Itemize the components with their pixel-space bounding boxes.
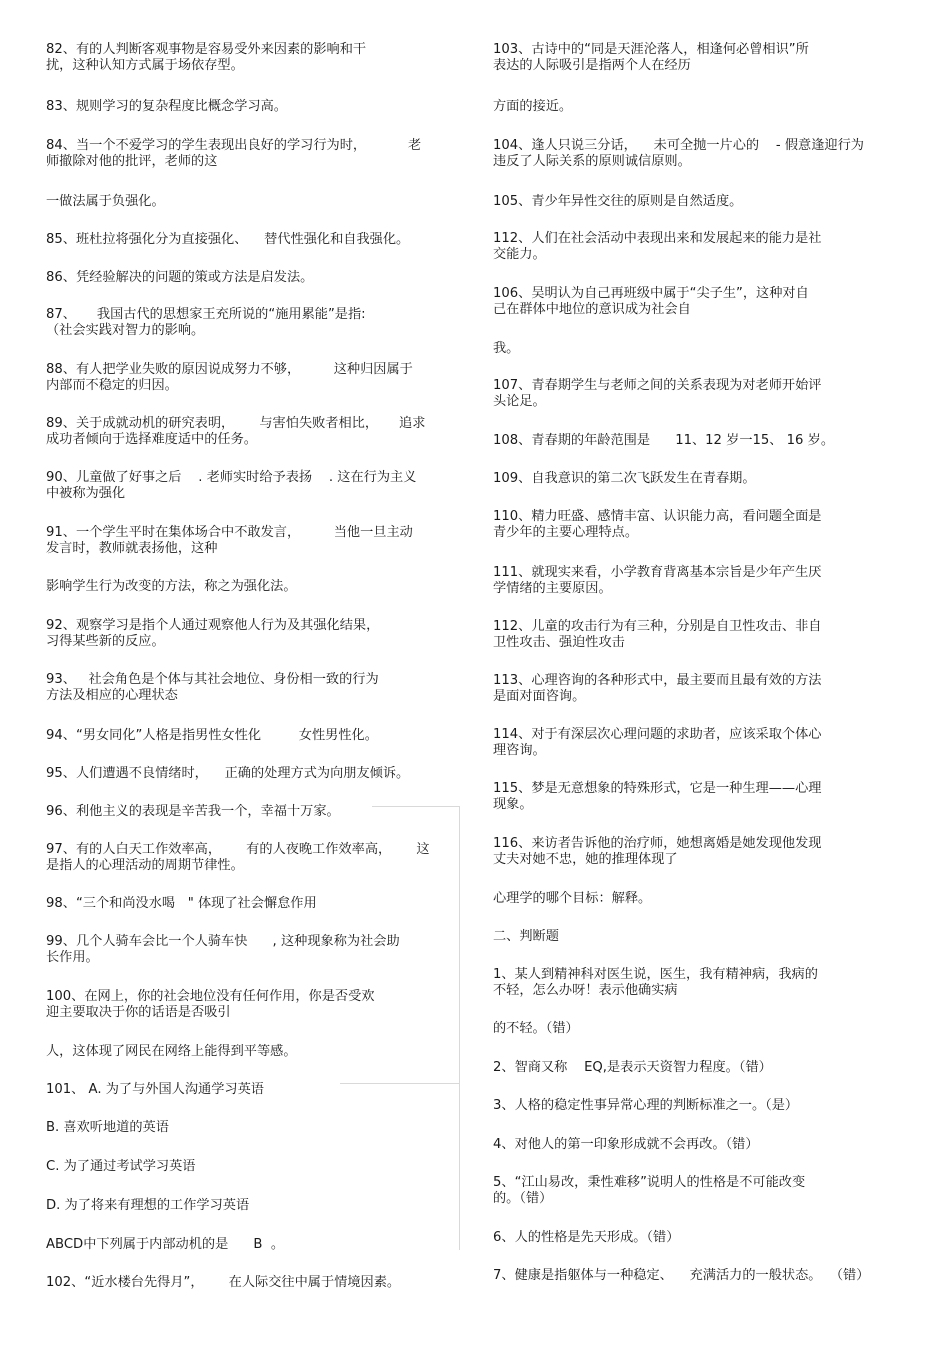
judge-4: 4、对他人的第一印象形成就不会再改。（错）	[493, 1137, 759, 1152]
item-113: 113、心理咨询的各种形式中，最主要而且最有效的方法 是面对面咨询。	[493, 673, 822, 704]
item-106-cont: 我。	[493, 341, 520, 356]
item-101: 101、 A. 为了与外国人沟通学习英语	[46, 1082, 264, 1097]
item-115: 115、梦是无意想象的特殊形式，它是一种生理——心理 现象。	[493, 781, 822, 812]
item-116: 116、来访者告诉他的治疗师，她想离婚是她发现他发现 丈夫对她不忠，她的推理体现了	[493, 836, 822, 867]
item-89: 89、关于成就动机的研究表明， 与害怕失败者相比， 追求 成功者倾向于选择难度适中的任务。	[46, 416, 426, 447]
item-103-cont: 方面的接近。	[493, 99, 573, 114]
frame-line-right	[459, 806, 460, 1250]
item-108: 108、青春期的年龄范围是 11、12 岁一15、 16 岁。	[493, 433, 835, 448]
item-97: 97、有的人白天工作效率高， 有的人夜晚工作效率高， 这 是指人的心理活动的周期节律性。	[46, 842, 430, 873]
item-99: 99、几个人骑车会比一个人骑车快 , 这种现象称为社会助 长作用。	[46, 934, 400, 965]
item-101-opt-b: B. 喜欢听地道的英语	[46, 1120, 169, 1135]
item-100: 100、在网上，你的社会地位没有任何作用，你是否受欢 迎主要取决于你的话语是否吸引	[46, 989, 375, 1020]
item-90: 90、儿童做了好事之后 . 老师实时给予表扬 . 这在行为主义 中被称为强化	[46, 470, 417, 501]
item-109: 109、自我意识的第二次飞跃发生在青春期。	[493, 471, 756, 486]
judge-1-cont: 的不轻。（错）	[493, 1021, 579, 1036]
item-101-opt-d: D. 为了将来有理想的工作学习英语	[46, 1198, 250, 1213]
item-93: 93、 社会角色是个体与其社会地位、身份相一致的行为 方法及相应的心理状态	[46, 672, 379, 703]
item-107: 107、青春期学生与老师之间的关系表现为对老师开始评 头论足。	[493, 378, 822, 409]
frame-line-top	[372, 806, 460, 807]
item-101-question: ABCD中下列属于内部动机的是 B 。	[46, 1237, 285, 1252]
judge-3: 3、人格的稳定性事异常心理的判断标准之一。（是）	[493, 1098, 799, 1113]
item-84: 84、当一个不爱学习的学生表现出良好的学习行为时， 老 师撤除对他的批评，老师的这	[46, 138, 422, 169]
item-111: 111、就现实来看，小学教育背离基本宗旨是少年产生厌 学情绪的主要原因。	[493, 565, 822, 596]
item-82: 82、有的人判断客观事物是容易受外来因素的影响和干 扰，这种认知方式属于场依存型。	[46, 42, 367, 73]
item-106: 106、吴明认为自己再班级中属于“尖子生”，这种对自 己在群体中地位的意识成为社会自	[493, 286, 809, 317]
judge-2: 2、智商又称 EQ,是表示天资智力程度。（错）	[493, 1060, 772, 1075]
item-98: 98、“三个和尚没水喝 " 体现了社会懈怠作用	[46, 896, 317, 911]
item-95: 95、人们遭遇不良情绪时， 正确的处理方式为向朋友倾诉。	[46, 766, 410, 781]
item-88: 88、有人把学业失败的原因说成努力不够， 这种归因属于 内部而不稳定的归因。	[46, 362, 413, 393]
item-112a: 112、人们在社会活动中表现出来和发展起来的能力是社 交能力。	[493, 231, 822, 262]
item-91-cont: 影响学生行为改变的方法，称之为强化法。	[46, 579, 297, 594]
judge-6: 6、人的性格是先天形成。（错）	[493, 1230, 680, 1245]
item-85: 85、班杜拉将强化分为直接强化、 替代性强化和自我强化。	[46, 232, 410, 247]
item-94: 94、“男女同化”人格是指男性女性化 女性男性化。	[46, 728, 378, 743]
item-116-cont: 心理学的哪个目标：解释。	[493, 891, 652, 906]
item-84-cont: 一做法属于负强化。	[46, 194, 165, 209]
item-96: 96、利他主义的表现是辛苦我一个，幸福十万家。	[46, 804, 340, 819]
item-103: 103、古诗中的“同是天涯沦落人，相逢何必曾相识”所 表达的人际吸引是指两个人在经历	[493, 42, 809, 73]
item-101-opt-c: C. 为了通过考试学习英语	[46, 1159, 196, 1174]
item-87: 87、 我国古代的思想家王充所说的“施用累能”是指: （社会实践对智力的影响。	[46, 307, 366, 338]
judge-1: 1、某人到精神科对医生说，医生，我有精神病，我病的 不轻，怎么办呀！表示他确实病	[493, 967, 818, 998]
item-114: 114、对于有深层次心理问题的求助者，应该采取个体心 理咨询。	[493, 727, 822, 758]
judge-5: 5、“江山易改，秉性难移”说明人的性格是不可能改变 的。（错）	[493, 1175, 806, 1206]
item-83: 83、规则学习的复杂程度比概念学习高。	[46, 99, 287, 114]
frame-line-mid	[340, 1083, 460, 1084]
section-heading-judgement: 二、判断题	[493, 929, 559, 944]
item-105: 105、青少年异性交往的原则是自然适度。	[493, 194, 743, 209]
item-104: 104、逢人只说三分话， 未可全抛一片心的 - 假意逢迎行为 违反了人际关系的原则诚信原则。	[493, 138, 864, 169]
item-112b: 112、儿童的攻击行为有三种，分别是自卫性攻击、非自 卫性攻击、强迫性攻击	[493, 619, 822, 650]
item-86: 86、凭经验解决的问题的策或方法是启发法。	[46, 270, 314, 285]
item-92: 92、观察学习是指个人通过观察他人行为及其强化结果， 习得某些新的反应。	[46, 618, 380, 649]
judge-7: 7、健康是指躯体与一种稳定、 充满活力的一般状态。 （错）	[493, 1268, 870, 1283]
item-110: 110、精力旺盛、感情丰富、认识能力高，看问题全面是 青少年的主要心理特点。	[493, 509, 822, 540]
item-102: 102、“近水楼台先得月”， 在人际交往中属于情境因素。	[46, 1275, 401, 1290]
item-100-cont: 人，这体现了网民在网络上能得到平等感。	[46, 1044, 297, 1059]
item-91: 91、一个学生平时在集体场合中不敢发言， 当他一旦主动 发言时，教师就表扬他，这种	[46, 525, 413, 556]
